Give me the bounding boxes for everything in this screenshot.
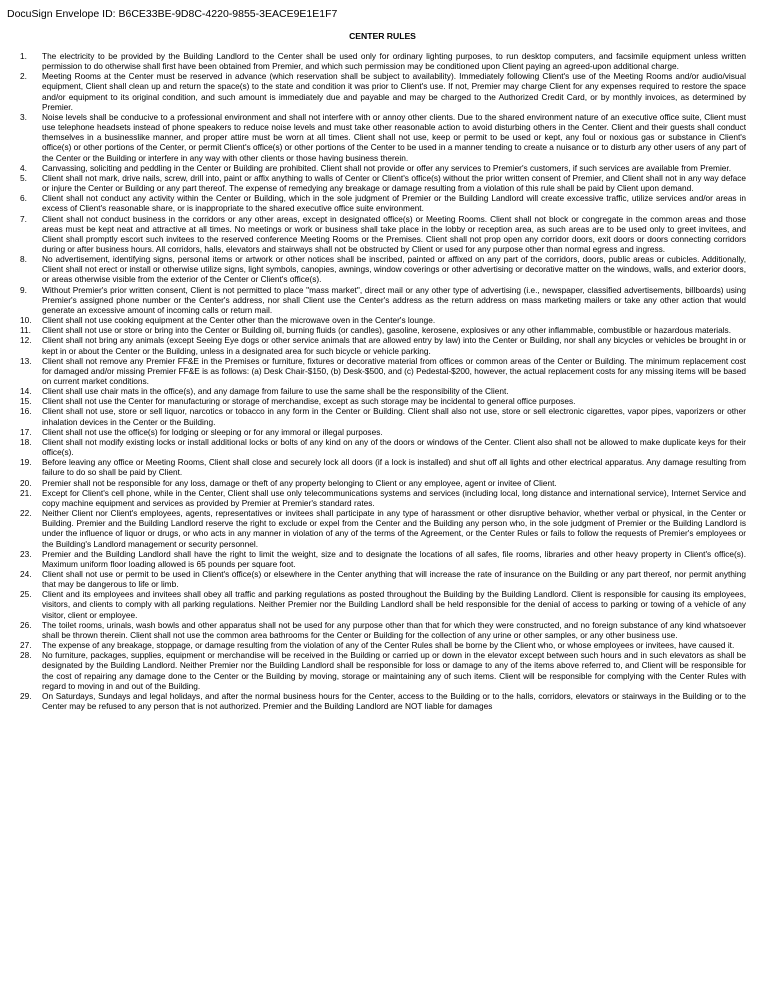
rule-item	[20, 214, 746, 255]
rule-item	[20, 325, 746, 335]
rule-number: 15.	[20, 396, 32, 407]
rule-number: 1.	[20, 51, 27, 61]
rule-text: Client shall not use the office(s) for lodging or sleeping or for any immoral or illegal purposes.	[42, 426, 383, 437]
rule-text: Client shall not use or store or bring into the Center or Building oil, burning fluids (or candles), gasoline, kerosene, explosives or any other inflammable, combustible or hazardous materials.	[42, 325, 731, 336]
rule-item	[20, 193, 746, 213]
rule-item	[20, 112, 746, 163]
rule-number: 5.	[20, 172, 27, 183]
rule-number: 27.	[20, 640, 32, 651]
rule-item	[20, 173, 746, 193]
rule-text: The electricity to be provided by the Building Landlord to the Center shall be used only for ordinary lighting purposes, to run desktop computers, and facsimile equipment unless written permission to do otherwise shall first have been obtained from Premier, and which such permission may be conditioned upon Client paying an agreed-upon additional charge.	[42, 51, 746, 72]
rule-number: 17.	[20, 426, 32, 437]
rule-item	[20, 589, 746, 619]
rule-item	[20, 457, 746, 477]
rule-number: 9.	[20, 284, 27, 295]
rule-number: 21.	[20, 487, 32, 498]
rule-item	[20, 51, 746, 71]
rule-item	[20, 478, 746, 488]
rule-number: 7.	[20, 213, 27, 224]
rule-number: 28.	[20, 650, 32, 661]
rule-item	[20, 285, 746, 315]
rule-text: Client and its employees and invitees shall obey all traffic and parking regulations as posted throughout the Building by the Building Landlord. Client is responsible for causing its employees, visitors, and clients to comply with all parking regulations. Neither Premier nor the Building Landlord shall be held responsible for the denial of access to parking or towing of a vehicle of any visitor, client or employee.	[42, 589, 746, 620]
rule-number: 6.	[20, 193, 27, 204]
rule-item	[20, 549, 746, 569]
rule-number: 20.	[20, 477, 32, 488]
rule-item	[20, 71, 746, 112]
rule-number: 24.	[20, 568, 32, 579]
rule-text: Premier and the Building Landlord shall have the right to limit the weight, size and to designate the locations of all safes, file rooms, libraries and other heavy property in Client's office(s). Maximum uniform floor loading allowed is 65 pounds per square foot.	[42, 548, 746, 569]
rule-text: On Saturdays, Sundays and legal holidays, and after the normal business hours for the Center, access to the Building or to the halls, corridors, elevators or stairways in the Building or to the Center may be refused to any person that is not authorized. Premier and the Building Landlord are NOT liable for damages	[42, 690, 746, 711]
page-title: CENTER RULES	[349, 31, 416, 41]
rule-item	[20, 427, 746, 437]
rule-text: No furniture, packages, supplies, equipment or merchandise will be received in the Building or carried up or down in the elevator except between such hours and in such elevators as shall be designated by the Building Landlord. Neither Premier nor the Building Landlord shall be responsible for loss or damage to any of the items above referred to, and Client will be responsible for the cost of repairing any damage done to the Center or the Building by moving, storage or maintaining any of such items. Client will be responsible for complying with the Center Rules with regard to moving in and out of the Building.	[42, 650, 746, 691]
rule-number: 14.	[20, 386, 32, 397]
docusign-envelope-id: DocuSign Envelope ID: B6CE33BE-9D8C-4220-9855-3EACE9E1E1F7	[7, 8, 338, 20]
rule-number: 13.	[20, 355, 32, 366]
rule-text: Before leaving any office or Meeting Rooms, Client shall close and securely lock all doors (if a lock is installed) and shut off all lights and other electrical apparatus. Any damage resulting from failure to do so shall be paid by Client.	[42, 457, 746, 478]
rule-number: 11.	[20, 325, 31, 336]
rule-number: 4.	[20, 162, 27, 173]
rule-item	[20, 508, 746, 549]
rule-text: Client shall not use, store or sell liquor, narcotics or tobacco in any form in the Center or Building. Client shall also not use, store or sell electronic cigarettes, vapor pipes, vaporizers or other inhalation devices in the Center or the Building.	[42, 406, 746, 427]
rule-text: Client shall not mark, drive nails, screw, drill into, paint or affix anything to walls of Center or Client's office(s) without the prior written consent of Premier, and Client shall not in any way deface or injure the Center or Building or any part thereof. The expense of remedying any breakage or damage resulting from a violation of this rule shall be paid by Client upon demand.	[42, 172, 746, 194]
rule-item	[20, 437, 746, 457]
rule-item	[20, 254, 746, 284]
rule-text: No advertisement, identifying signs, personal items or artwork or other notices shall be inscribed, painted or affixed on any part of the corridors, doors, public areas or cubicles. Additionally, Client shall not erect or install or otherwise utilize signs, light symbols, canopies, awnings, window coverings or other advertising or decorative matter on the windows, walls, and exterior doors, or areas otherwise visible from the exterior of the Center or Client's office(s).	[42, 254, 746, 285]
rule-item	[20, 163, 746, 173]
rule-text: Client shall not use or permit to be used in Client's office(s) or elsewhere in the Center anything that will increase the rate of insurance on the Building or any part thereof, nor permit anything that may be dangerous to life or limb.	[42, 568, 746, 590]
rule-number: 12.	[20, 335, 32, 346]
rule-text: Client shall not use the Center for manufacturing or storage of merchandise, except as such storage may be incidental to general office purposes.	[42, 396, 576, 407]
rule-item	[20, 488, 746, 508]
rule-text: Meeting Rooms at the Center must be reserved in advance (which reservation shall be subject to availability). Immediately following Client's use of the Meeting Rooms and/or audio/visual equipment, Client shall clean up and return the space(s) to the state and condition it was prior to Client's use. If not, Premier may charge Client for any expenses required to restore the space and/or equipment to its original condition, and such amount is immediately due and payable and may be charged to the Authorized Credit Card, or by monthly invoices, as determined by Premier.	[42, 71, 746, 112]
rule-item	[20, 691, 746, 711]
rule-number: 2.	[20, 71, 27, 82]
rule-text: Client shall not bring any animals (except Seeing Eye dogs or other service animals that are allowed entry by law) into the Center or Building, nor shall any bicycles or vehicles be brought in or kept in or about the Center or the Building, unless in a designated area for such bicycle or vehicle parking.	[42, 335, 746, 356]
rule-text: Client shall not use cooking equipment at the Center other than the microwave oven in the Center's lounge.	[42, 315, 436, 326]
rule-text: Noise levels shall be conducive to a professional environment and shall not interfere with or annoy other clients. Due to the shared environment nature of an executive office suite, Client must use telephone headsets instead of phone speakers to reduce noise levels and must take other reasonable action to avoid disturbing others in the Center. Client and their guests shall conduct themselves in a businesslike manner, and proper attire must be worn at all times. Client shall not use, keep or permit to be used or kept, any foul or noxious gas or substance in Client's office(s) or other portions of the Center, or permit Client's office(s) or other portions of the Center to be used in a manner tending to create a nuisance or to disturb any other users of any part of the Center or the Building or interfere in any way with other clients or those having business therein.	[42, 111, 746, 163]
center-rules-list	[20, 51, 746, 711]
rule-text: Client shall not conduct business in the corridors or any other areas, except in designated office(s) or Meeting Rooms. Client shall not block or congregate in the common areas and those areas must be kept neat and attractive at all times. No meetings or work or business shall take place in the lobby or reception area, as such areas are to be used only to greet invitees, and Client shall promptly escort such invitees to the reserved conference Meeting Rooms or the Premises. Client shall not prop open any corridor doors, exit doors or doors connecting corridors during or after business hours. All corridors, halls, elevators and stairways shall not be obstructed by Client or used for any purpose other than normal egress and ingress.	[42, 213, 746, 254]
rule-number: 18.	[20, 436, 32, 447]
rule-item	[20, 386, 746, 396]
rule-number: 3.	[20, 111, 27, 122]
rule-number: 22.	[20, 508, 32, 519]
rule-text: Premier shall not be responsible for any loss, damage or theft of any property belonging to Client or any employee, agent or invitee of Client.	[42, 477, 557, 488]
rule-text: Neither Client nor Client's employees, agents, representatives or invitees shall participate in any type of harassment or other disruptive behavior, whether verbal or physical, in the Center or Building. Premier and the Building Landlord reserve the right to exclude or expel from the Center and the Building any person who, in the sole judgment of Premier or the Building Landlord is under the influence of liquor or drugs, or who acts in any manner in violation of any of the terms of the Agreement, or the Center Rules or fails to follow the requests of Premier's employees or the Building's Landlord management or security personnel.	[42, 508, 746, 549]
rule-item	[20, 396, 746, 406]
rule-item	[20, 356, 746, 386]
rule-number: 29.	[20, 690, 32, 701]
rule-item	[20, 315, 746, 325]
rule-number: 8.	[20, 254, 27, 265]
rule-item	[20, 640, 746, 650]
rule-item	[20, 650, 746, 691]
rule-item	[20, 335, 746, 355]
rule-item	[20, 620, 746, 640]
rule-number: 16.	[20, 406, 32, 417]
rule-number: 19.	[20, 457, 32, 468]
rule-text: The toilet rooms, urinals, wash bowls and other apparatus shall not be used for any purpose other than that for which they were constructed, and no foreign substance of any kind whatsoever shall be thrown therein. Client shall not use the common area bathrooms for the Center or Building for the collection of any urine or other samples, or any other business use.	[42, 619, 746, 640]
rule-text: Client shall use chair mats in the office(s), and any damage from failure to use the same shall be the responsibility of the Client.	[42, 386, 509, 397]
rule-number: 10.	[20, 315, 32, 326]
rule-text: Without Premier's prior written consent, Client is not permitted to place "mass market", direct mail or any other type of advertising (i.e., newspaper, classified advertisements, billboards) using Premier's assigned phone number or the Center's address, nor shall Client use the Center's address as the return address on mass marketing mailers or take any other action that would generate an excessive amount of incoming calls or return mail.	[42, 284, 746, 315]
rule-number: 25.	[20, 589, 32, 600]
rule-text: Client shall not remove any Premier FF&E in the Premises or furniture, fixtures or decorative material from offices or common areas of the Center or Building. The minimum replacement cost for damaged and/or missing Premier FF&E is as follows: (a) Desk Chair-$150, (b) Desk-$500, and (c) Pedestal-$200, however, the actual replacement costs for any missing items will be based on current market conditions.	[42, 355, 746, 386]
rule-text: The expense of any breakage, stoppage, or damage resulting from the violation of any of the Center Rules shall be borne by the Client who, or whose employees or invitees, have caused it.	[42, 640, 735, 651]
rule-text: Except for Client's cell phone, while in the Center, Client shall use only telecommunications systems and services (including local, long distance and international service), Internet Service and copy machine equipment and services as provided by Premier at Premier's standard rates.	[42, 487, 746, 508]
rule-text: Client shall not modify existing locks or install additional locks or bolts of any kind on any of the doors or windows of the Center. Client also shall not be allowed to make duplicate keys for their office(s).	[42, 436, 746, 458]
rule-item	[20, 569, 746, 589]
rule-number: 26.	[20, 619, 32, 630]
rule-number: 23.	[20, 548, 32, 559]
rule-text: Client shall not conduct any activity within the Center or Building, which in the sole judgment of Premier or the Building Landlord will create excessive traffic, utilize services and/or areas in excess of Client's reasonable share, or is inappropriate to the shared executive office suite environment.	[42, 193, 746, 214]
rule-item	[20, 406, 746, 426]
rule-text: Canvassing, soliciting and peddling in the Center or Building are prohibited. Client shall not provide or offer any services to Premier's customers, if such services are available from Premier.	[42, 162, 732, 173]
